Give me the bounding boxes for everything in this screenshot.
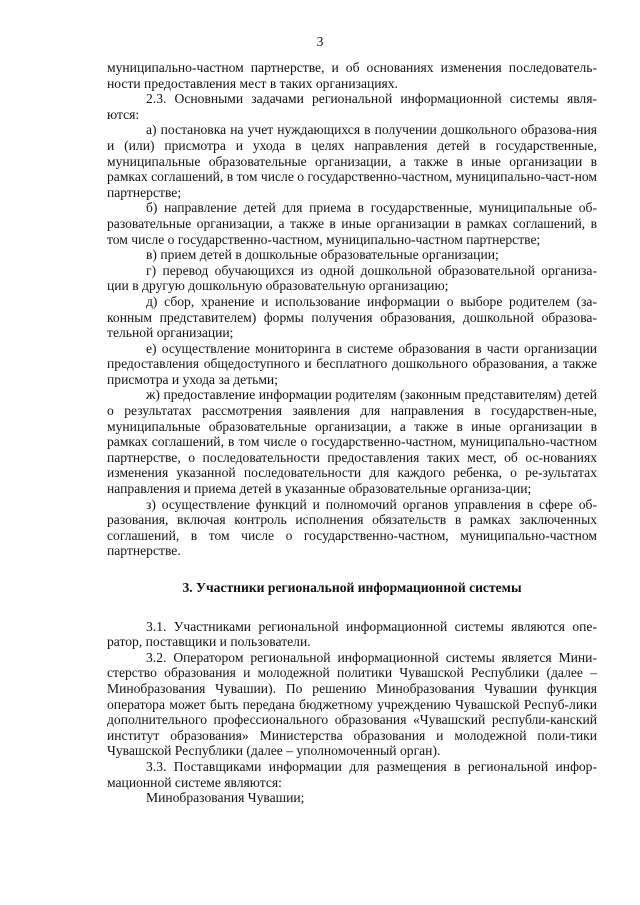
paragraph: Минобразования Чувашии; xyxy=(146,790,305,806)
paragraph: ж) предоставление информации родителям (законным представителям) детей о результатах рассмотрения заявления для направления в государствен-ные, муниципальные образовательные организации, а также в иные организации в рамках соглашений, в том числе о государственно-частном, муниципально-частном партнерстве, о последовательности предоставления таких мест, об ос-нованиях изменения указанной последовательности для каждого ребенка, о ре-зультатах направления и приема детей в указанные образовательные организа-ции; xyxy=(107,387,597,497)
paragraph: е) осуществление мониторинга в системе образования в части организации предоставления общедоступного и бесплатного дошкольного образования, а также присмотра и ухода за детьми; xyxy=(107,340,597,387)
section-3-body xyxy=(107,619,597,806)
section-heading: 3. Участники региональной информационной системы xyxy=(182,580,522,595)
paragraph: в) прием детей в дошкольные образовательные организации; xyxy=(146,247,499,263)
paragraph: 3.2. Оператором региональной информационной системы является Мини-стерство образования и молодежной политики Чувашской Республики (далее – Минобразования Чувашии). По решению Минобразования Чувашии функция оператора может быть передана бюджетному учреждению Чувашской Респуб-лики дополнительного профессионального образования «Чувашский республи-канский институт образования» Министерства образования и молодежной поли-тики Чувашской Республики (далее – уполномоченный орган). xyxy=(107,649,597,759)
paragraph: 2.3. Основными задачами региональной информационной системы явля-ются: xyxy=(107,91,597,122)
paragraph: 3.1. Участниками региональной информационной системы являются опе-ратор, поставщики и пользователи. xyxy=(107,618,597,650)
paragraph: б) направление детей для приема в государственные, муниципальные об-разовательные организации, а также в иные организации в рамках соглашений, в том числе о государственно-частном, муниципально-частном партнерстве; xyxy=(107,200,597,247)
paragraph: а) постановка на учет нуждающихся в получении дошкольного образова-ния и (или) присмотра и ухода в целях направления детей в государственные, муниципальные образовательные организации, а также в иные организации в рамках соглашений, в том числе о государственно-частном, муниципально-част-ном партнерстве; xyxy=(107,122,597,200)
document-body xyxy=(107,60,597,806)
paragraph: д) сбор, хранение и использование информации о выборе родителем (за-конным представителем) формы получения образования, дошкольной образова-тельной организации; xyxy=(107,293,597,341)
paragraph: г) перевод обучающихся из одной дошкольной образовательной организа-ции в другую дошкольную образовательную организацию; xyxy=(107,262,597,294)
paragraph: муниципально-частном партнерстве, и об основаниях изменения последователь-ности предоставления мест в таких организациях. xyxy=(107,60,597,91)
paragraph: 3.3. Поставщиками информации для размещения в региональной инфор-мационной системе являются: xyxy=(107,758,597,790)
section-2-continuation xyxy=(107,60,597,559)
page-number: 3 xyxy=(316,34,324,49)
paragraph: з) осуществление функций и полномочий органов управления в сфере об-разования, включая контроль исполнения обязательств в рамках заключенных соглашений, в том числе о государственно-частном, муниципально-частном партнерстве. xyxy=(107,496,597,559)
